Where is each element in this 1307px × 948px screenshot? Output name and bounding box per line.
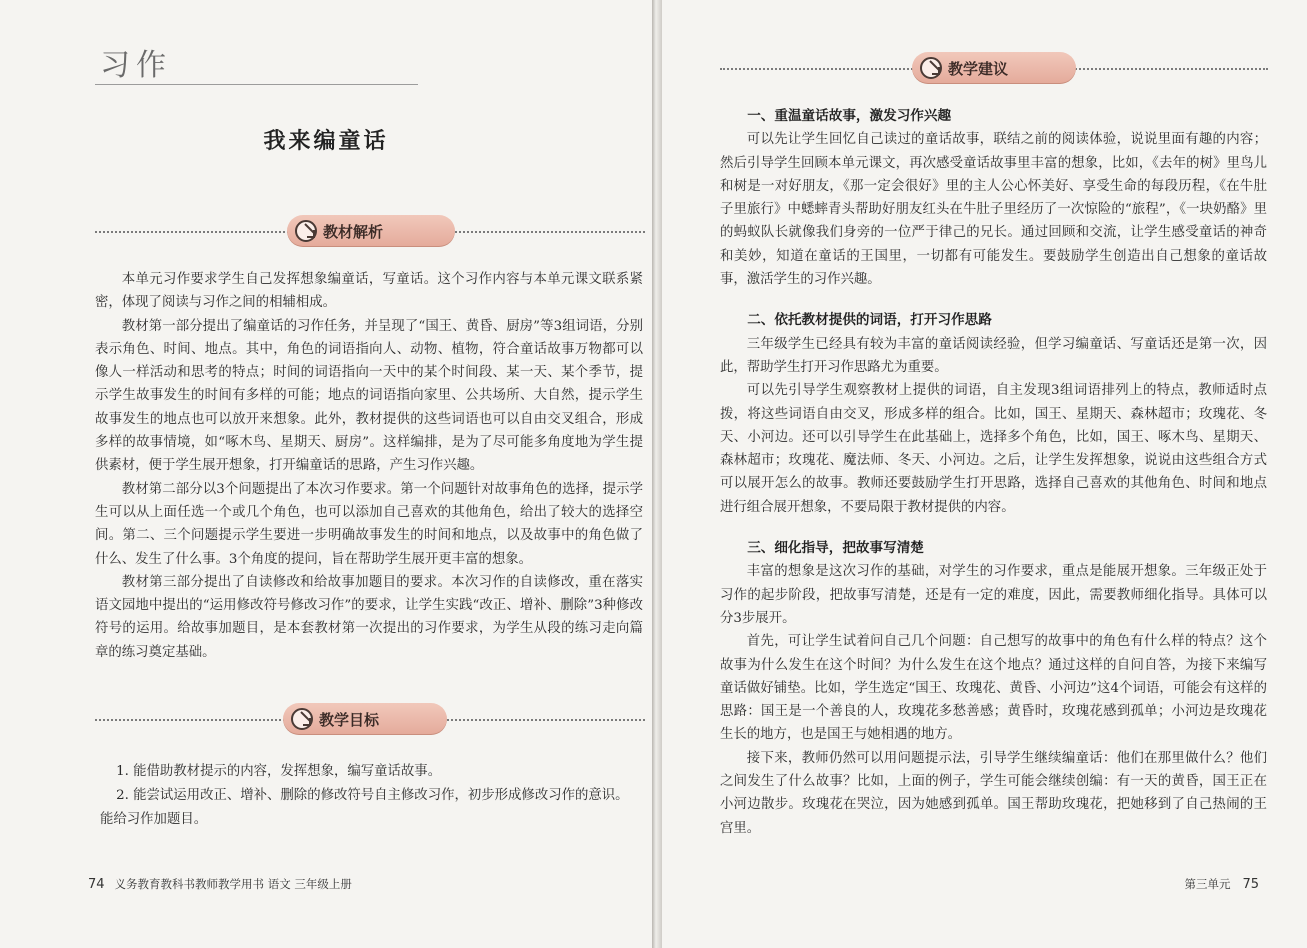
book-spine [652,0,662,948]
advice-heading: 一、重温童话故事，激发习作兴趣 [747,108,952,124]
heading-material: 教材解析 [323,222,384,241]
heading-bar-goals [95,703,645,737]
arrow-circle-icon [920,57,942,79]
heading-pill-goals [283,703,447,735]
advice-paragraph: 接下来，教师仍然可以用问题提示法，引导学生继续编童话：他们在那里做什么？他们之间发生了什么故事？比如，上面的例子，学生可能会继续创编：有一天的黄昏，国王正在小河边散步。玫瑰花在哭泣，因为她感到孤单。国王帮助玫瑰花，把她移到了自己热闹的王宫里。 [720,750,1267,836]
heading-goals: 教学目标 [319,710,380,729]
material-paragraph: 本单元习作要求学生自己发挥想象编童话，写童话。这个习作内容与本单元课文联系紧密，体现了阅读与习作之间的相辅相成。 [95,272,643,311]
arrow-circle-icon [295,220,317,242]
material-paragraph: 教材第二部分以3个问题提出了本次习作要求。第一个问题针对故事角色的选择，提示学生可以从上面任选一个或几个角色，也可以添加自己喜欢的其他角色，给出了较大的选择空间。第二、三个问题提示学生要进一步明确故事发生的时间和地点，以及故事中的角色做了什么、发生了什么事。3个角度的提问，旨在帮助学生展开更丰富的想象。 [95,481,643,567]
advice-paragraph: 丰富的想象是这次习作的基础，对学生的习作要求，重点是能展开想象。三年级正处于习作的起步阶段，把故事写清楚，还是有一定的难度，因此，需要教师细化指导。具体可以分3步展开。 [720,564,1267,626]
advice-paragraph: 可以先引导学生观察教材上提供的词语，自主发现3组词语排列上的特点，教师适时点拨，将这些词语自由交叉，形成多样的组合。比如，国王、星期天、森林超市；玫瑰花、冬天、小河边。还可以引导学生在此基础上，选择多个角色，比如，国王、啄木鸟、星期天、森林超市；玫瑰花、魔法师、冬天、小河边。之后，让学生发挥想象，说说由这些组合方式可以展开怎么的故事。教师还要鼓励学生打开思路，选择自己喜欢的其他角色、时间和地点进行组合展开想象，不要局限于教材提供的内容。 [720,383,1267,515]
advice-heading: 三、细化指导，把故事写清楚 [747,540,924,557]
section-title: 习作 [100,48,172,83]
advice-paragraph: 首先，可让学生试着问自己几个问题：自己想写的故事中的角色有什么样的特点？这个故事为什么发生在这个时间？为什么发生在这个地点？通过这样的自问自答，为接下来编写童话做好铺垫。比如，学生选定“国王、玫瑰花、黄昏、小河边”这4个词语，可能会有这样的思路：国王是一个善良的人，玫瑰花多愁善感；黄昏时，玫瑰花感到孤单；小河边是玫瑰花生长的地方，也是国王与她相遇的地方。 [720,634,1267,743]
book-title: 义务教育教科书教师教学用书 语文 三年级上册 [114,877,352,891]
arrow-circle-icon [291,708,313,730]
goal-item: 1. 能借助教材提示的内容，发挥想象，编写童话故事。 [116,764,442,779]
left-footer [88,873,352,892]
article-title: 我来编童话 [263,128,389,154]
heading-pill-advice [912,52,1076,84]
material-body [95,268,643,664]
heading-pill-material [287,215,455,247]
heading-bar-material [95,215,645,249]
advice-paragraph: 三年级学生已经具有较为丰富的童话阅读经验，但学习编童话、写童话还是第一次，因此，帮助学生打开习作思路尤为重要。 [720,336,1267,375]
section-title-underline [95,84,418,85]
goals-list [100,760,640,832]
heading-advice: 教学建议 [948,59,1009,78]
goal-item: 2. 能尝试运用改正、增补、删除的修改符号自主修改习作，初步形成修改习作的意识。能给习作加题目。 [100,788,629,827]
right-footer [1174,873,1259,892]
advice-heading: 二、依托教材提供的词语，打开习作思路 [747,312,992,329]
heading-bar-advice [720,52,1268,86]
right-page [662,0,1307,948]
page-number: 75 [1242,877,1259,892]
material-paragraph: 教材第三部分提出了自读修改和给故事加题目的要求。本次习作的自读修改，重在落实语文园地中提出的“运用修改符号修改习作”的要求，让学生实践“改正、增补、删除”3种修改符号的运用。给故事加题目，是本套教材第一次提出的习作要求，为学生从段的练习走向篇章的练习奠定基础。 [95,574,643,660]
left-page [0,0,652,948]
unit-label: 第三单元 [1184,877,1231,891]
advice-paragraph: 可以先让学生回忆自己读过的童话故事，联结之前的阅读体验，说说里面有趣的内容；然后引导学生回顾本单元课文，再次感受童话故事里丰富的想象，比如，《去年的树》里鸟儿和树是一对好朋友，《那一定会很好》里的主人公心怀美好、享受生命的每段历程，《在牛肚子里旅行》中蟋蟀青头帮助好朋友红头在牛肚子里经历了一次惊险的“旅程”，《一块奶酪》里的蚂蚁队长就像我们身旁的一位严于律己的兄长。通过回顾和交流，让学生感受童话的神奇和美妙，知道在童话的王国里，一切都有可能发生。要鼓励学生创造出自己想象的童话故事，激活学生的习作兴趣。 [720,132,1267,288]
advice-body [720,105,1267,840]
material-paragraph: 教材第一部分提出了编童话的习作任务，并呈现了“国王、黄昏、厨房”等3组词语，分别表示角色、时间、地点。其中，角色的词语指向人、动物、植物，符合童话故事万物都可以像人一样活动和思考的特点；时间的词语指向一天中的某个时间段、某一天、某个季节，提示学生故事发生的时间有多样的可能；地点的词语指向家里、公共场所、大自然，提示学生故事发生的地点也可以放开来想象。此外，教材提供的这些词语也可以自由交叉组合，形成多样的故事情境，如“啄木鸟、星期天、厨房”。这样编排，是为了尽可能多角度地为学生提供素材，便于学生展开想象，打开编童话的思路，产生习作兴趣。 [95,318,643,474]
page-number: 74 [88,877,105,892]
